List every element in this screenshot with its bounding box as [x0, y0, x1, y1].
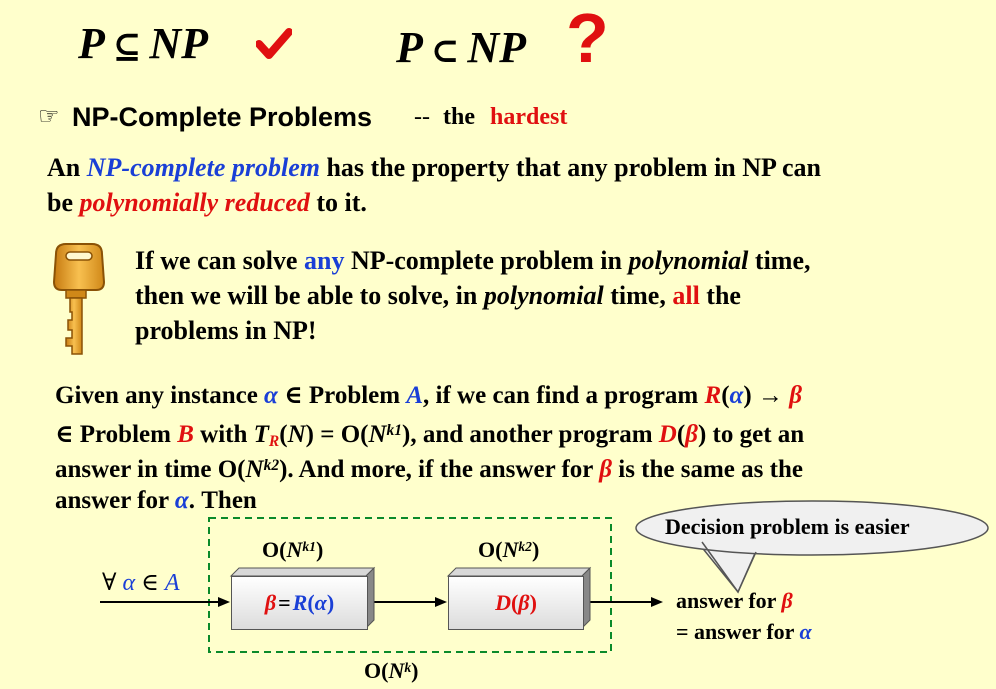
formula-p: P: [78, 19, 105, 68]
key-note-text-1e: time,: [754, 246, 811, 275]
label-o-2: O(: [478, 537, 503, 562]
para-another-program: ), and another program: [402, 420, 653, 448]
key-note-text-2e: the: [706, 281, 741, 310]
para-then: . Then: [188, 487, 257, 514]
key-note-all: all: [672, 281, 700, 310]
para-in-2: ∈: [55, 420, 74, 448]
def-text-to-it: to it.: [316, 188, 367, 217]
input-in: ∈: [141, 570, 159, 596]
key-note-text-1a: If we can solve: [135, 246, 298, 275]
def-np-complete: NP-complete problem: [86, 153, 320, 182]
para-lparen-2: (: [279, 420, 288, 448]
def-text-an: An: [47, 153, 81, 182]
box-lparen: (: [307, 590, 315, 615]
para-same-as: is the same as the: [618, 455, 803, 483]
key-note-text-2c: time,: [610, 281, 666, 310]
output-answer-beta-label: answer for: [676, 588, 777, 613]
para-and-more: ). And more, if the answer for: [279, 455, 593, 483]
key-note-polynomial-2: polynomial: [483, 281, 604, 310]
para-lparen-1: (: [721, 382, 730, 409]
formula-np: NP: [149, 19, 209, 68]
label-o-nk1: [262, 537, 323, 563]
box-d: D: [495, 590, 511, 615]
para-problem-a: A: [406, 382, 424, 409]
para-n-1: N: [287, 420, 306, 448]
box-equals: =: [278, 590, 291, 615]
label-rparen-3: ): [411, 658, 419, 683]
para-k2: k2: [263, 457, 280, 474]
para-n-3: N: [245, 455, 264, 483]
heading-the: the: [443, 104, 475, 130]
box-beta: β: [264, 590, 277, 615]
box-d-beta: β: [518, 590, 530, 615]
para-alpha-3: α: [174, 487, 189, 514]
output-alpha: α: [799, 619, 812, 644]
arrowhead-middle: [435, 597, 447, 607]
para-in-1: ∈: [284, 382, 303, 409]
subseteq-symbol: ⊆: [112, 29, 142, 66]
output-answer-alpha-label: = answer for: [676, 619, 795, 644]
heading-dash: --: [414, 104, 430, 130]
label-n-1: N: [286, 537, 303, 562]
para-given: Given any instance: [55, 382, 258, 409]
para-rparen-1: ): [743, 382, 752, 409]
input-label: [102, 568, 180, 597]
formula-np2: NP: [467, 23, 527, 72]
label-o-nk: [364, 658, 418, 684]
arrowhead-input: [218, 597, 230, 607]
input-a: A: [164, 570, 180, 596]
label-n-2: N: [502, 537, 519, 562]
output-line-2: [676, 619, 812, 645]
label-k1: k1: [302, 538, 316, 554]
para-problem-b: B: [177, 420, 194, 448]
box-rparen: ): [326, 590, 335, 615]
key-note-text-1c: NP-complete problem in: [350, 246, 622, 275]
label-rparen-1: ): [315, 537, 324, 562]
box-decision: [448, 576, 584, 630]
label-o-3: O(: [364, 658, 389, 683]
para-beta-3: β: [599, 455, 612, 483]
box-d-lparen: (: [510, 590, 519, 615]
subset-symbol: ⊂: [430, 33, 460, 70]
label-o-1: O(: [262, 537, 287, 562]
para-d: D: [658, 420, 677, 448]
para-answer-time: answer in time O(: [55, 455, 246, 483]
para-beta-1: β: [789, 382, 803, 409]
key-note-text-3: problems in NP!: [135, 316, 317, 345]
para-problem-b-label: Problem: [79, 420, 171, 448]
key-note-text-2a: then we will be able to solve, in: [135, 281, 478, 310]
para-r: R: [704, 382, 722, 409]
forall-symbol: ∀: [102, 570, 117, 596]
para-t-subscript: R: [268, 432, 280, 450]
box-reduction: [231, 576, 368, 630]
para-find-program: , if we can find a program: [423, 382, 699, 409]
para-answer-for: answer for: [55, 487, 169, 514]
def-text-property: has the property that any problem in NP can: [326, 153, 821, 182]
para-equals-o: ) = O(: [305, 420, 369, 448]
output-line-1: [676, 588, 793, 614]
bubble-text: Decision problem is easier: [665, 514, 910, 539]
para-problem-a-label: Problem: [308, 382, 401, 409]
para-get-an: ) to get an: [697, 420, 805, 448]
label-k2: k2: [518, 538, 532, 554]
section-heading: NP-Complete Problems: [72, 102, 373, 132]
def-polynomially-reduced: polynomially reduced: [79, 188, 310, 217]
input-alpha: α: [122, 570, 136, 596]
label-rparen-2: ): [531, 537, 540, 562]
box-d-rparen: ): [529, 590, 537, 615]
key-note-polynomial-1: polynomial: [628, 246, 749, 275]
para-alpha-2: α: [729, 382, 744, 409]
arrowhead-output: [651, 597, 663, 607]
label-k: k: [404, 659, 412, 675]
para-arrow: →: [757, 382, 783, 409]
para-beta-2: β: [685, 420, 698, 448]
question-mark-icon: ?: [566, 0, 609, 77]
para-with: with: [200, 420, 248, 448]
output-beta: β: [781, 588, 793, 613]
formula-p2: P: [396, 23, 423, 72]
para-n-2: N: [368, 420, 387, 448]
box-alpha: α: [314, 590, 327, 615]
pointing-hand-icon: ☞: [38, 104, 60, 130]
key-note-any: any: [303, 246, 345, 275]
para-k1: k1: [386, 422, 403, 439]
label-o-nk2: [478, 537, 539, 563]
para-alpha-1: α: [264, 382, 278, 409]
para-t: T: [253, 420, 269, 448]
heading-hardest: hardest: [490, 104, 568, 130]
para-lparen-3: (: [676, 420, 686, 448]
label-n-3: N: [388, 658, 405, 683]
def-text-be: be: [47, 188, 73, 217]
box-r: R: [292, 590, 308, 615]
